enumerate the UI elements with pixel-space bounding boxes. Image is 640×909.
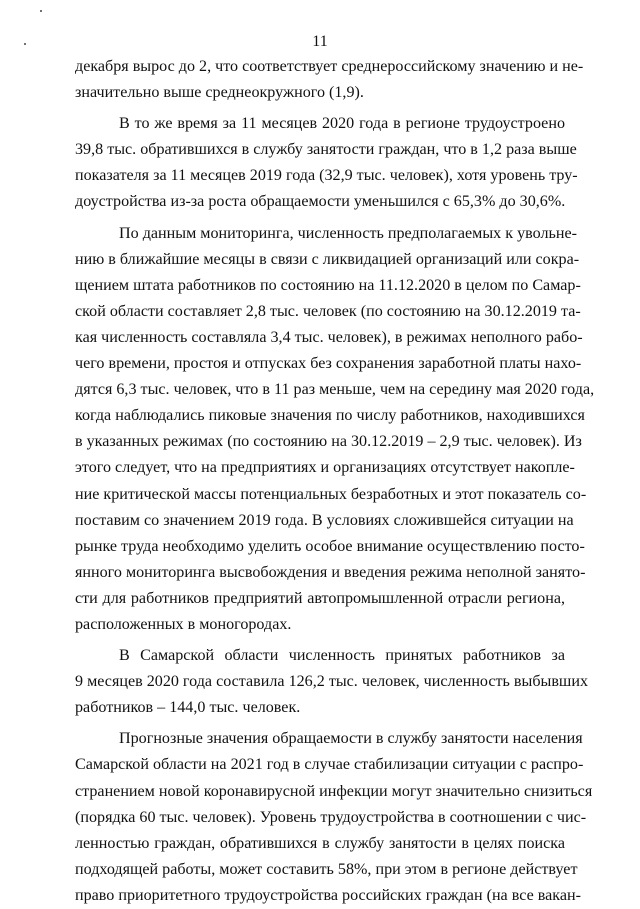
page-number: 11 [312,33,328,50]
text-line: показателя за 11 месяцев 2019 года (32,9 тыс. человек), хотя уровень тру- [75,167,578,185]
text-line: этого следует, что на предприятиях и организациях отсутствует накопле- [75,459,575,477]
text-line: ние критической массы потенциальных безработных и этот показатель со- [75,485,587,503]
text-line: чего времени, простоя и отпусках без сохранения заработной платы нахо- [75,355,582,373]
paragraph-monitoring [75,221,595,639]
scan-speck [40,10,42,12]
text-line: По данным мониторинга, численность предполагаемых к увольне- [119,224,577,242]
text-line: значительно выше среднеокружного (1,9). [75,84,364,102]
text-line: (порядка 60 тыс. человек). Уровень трудоустройства в соотношении с чис- [75,808,587,826]
text-line: дятся 6,3 тыс. человек, что в 11 раз меньше, чем на середину мая 2020 года, [75,381,595,399]
text-line: сти для работников предприятий автопромышленной отрасли региона, [75,589,565,607]
paragraph-continuation [75,54,584,106]
text-line: щением штата работников по состоянию на 11.12.2020 в целом по Самар- [75,276,581,294]
text-line: янного мониторинга высвобождения и введения режима неполной занято- [75,563,586,581]
document-body [75,54,595,909]
paragraph-forecast [75,726,593,909]
text-line: подходящей работы, может составить 58%, при этом в регионе действует [75,860,578,878]
text-line: В Самарской области численность принятых работников за [119,647,565,665]
text-line: ской области составляет 2,8 тыс. человек (по состоянию на 30.12.2019 та- [75,302,581,320]
text-line: нию в ближайшие месяцы в связи с ликвидацией организаций или сокра- [75,250,580,268]
text-line: В то же время за 11 месяцев 2020 года в регионе трудоустроено [119,115,565,133]
text-line: в указанных режимах (по состоянию на 30.12.2019 – 2,9 тыс. человек). Из [75,433,582,451]
text-line: странением новой коронавирусной инфекции могут значительно снизиться [75,782,593,800]
text-line: ленностью граждан, обратившихся в службу занятости в целях поиска [75,834,565,852]
text-line: кая численность составляла 3,4 тыс. человек), в режимах неполного рабо- [75,328,583,346]
text-line: работников – 144,0 тыс. человек. [75,699,301,717]
text-line: 39,8 тыс. обратившихся в службу занятости граждан, что в 1,2 раза выше [75,141,577,159]
text-line: Прогнозные значения обращаемости в службу занятости населения [119,730,583,748]
text-line: право приоритетного трудоустройства российских граждан (на все вакан- [75,886,581,904]
text-line: расположенных в моногородах. [75,615,292,633]
paragraph-workforce-flow [75,643,588,721]
text-line: доустройства из-за роста обращаемости уменьшился с 65,3% до 30,6%. [75,193,566,211]
text-line: Самарской области на 2021 год в случае стабилизации ситуации с распро- [75,756,584,774]
text-line: когда наблюдались пиковые значения по числу работников, находившихся [75,407,585,425]
text-line: декабря вырос до 2, что соответствует среднероссийскому значению и не- [75,58,584,75]
paragraph-employment [75,111,578,215]
text-line: поставим со значением 2019 года. В условиях сложившейся ситуации на [75,511,574,529]
text-line: рынке труда необходимо уделить особое внимание осуществлению посто- [75,537,585,555]
text-line: 9 месяцев 2020 года составила 126,2 тыс. человек, численность выбывших [75,673,588,691]
